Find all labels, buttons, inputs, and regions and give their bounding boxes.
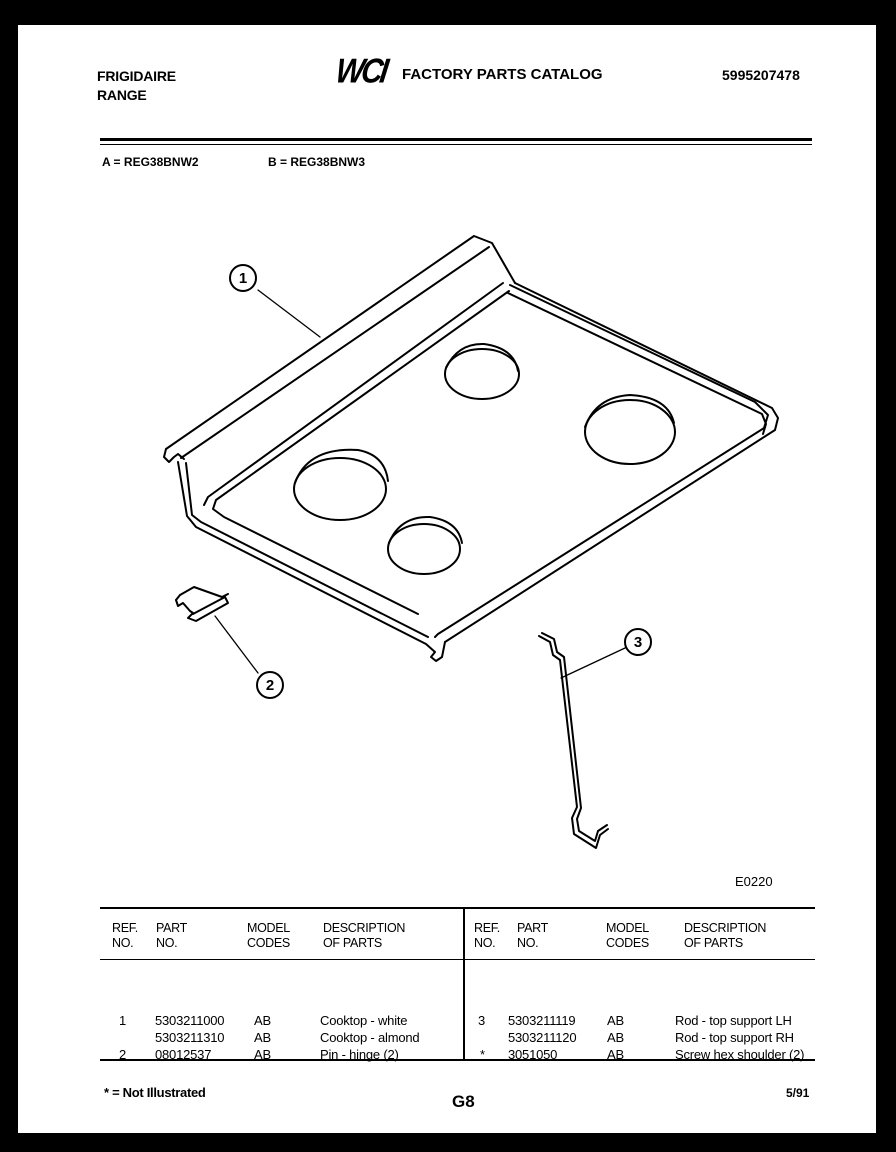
wci-logo: WCI (333, 52, 389, 91)
svg-text:2: 2 (265, 677, 275, 694)
table-top-rule (100, 907, 815, 909)
col-header-model-right: MODEL CODES (606, 921, 649, 950)
support-rod-part-3 (539, 633, 608, 848)
col-header-model: MODEL CODES (247, 921, 290, 950)
model-a: A = REG38BNW2 (102, 155, 199, 169)
leader-2 (215, 616, 258, 673)
col-header-ref-right: REF. NO. (474, 921, 500, 950)
model-b: B = REG38BNW3 (268, 155, 366, 169)
hinge-pin-part-2 (176, 587, 228, 621)
figure-code: E0220 (735, 874, 773, 889)
svg-text:1: 1 (238, 270, 248, 287)
table-header-rule (100, 959, 815, 960)
brand-name: FRIGIDAIRE (97, 68, 176, 84)
page-date: 5/91 (786, 1086, 810, 1100)
col-header-part: PART NO. (156, 921, 187, 950)
leader-3 (561, 648, 625, 678)
cooktop-part-1 (164, 236, 778, 661)
col-header-ref: REF. NO. (112, 921, 138, 950)
table-column-divider (463, 907, 465, 1059)
col-header-part-right: PART NO. (517, 921, 548, 950)
catalog-page (18, 25, 876, 1133)
svg-text:3: 3 (633, 634, 643, 651)
not-illustrated-note: * = Not Illustrated (104, 1085, 206, 1100)
page-code: G8 (452, 1092, 475, 1111)
col-header-desc-right: DESCRIPTION OF PARTS (684, 921, 767, 950)
product-name: RANGE (97, 87, 147, 103)
catalog-title: FACTORY PARTS CATALOG (402, 66, 603, 83)
parts-table: REF. NO. PART NO. MODEL CODES DESCRIPTION OF PARTS REF. NO. PART NO. MODEL CODES DESCRIPTION OF PARTS 1 5303211000 AB Cooktop - white 5303211310 AB Cooktop - almond 2 08012537 AB Pin - hinge (2) 3 5303211119 AB Rod - top support LH 5303211120 AB Rod - top support RH * 3051050 AB Screw hex shoulder (2) (100, 907, 815, 1061)
catalog-number: 5995207478 (722, 67, 800, 83)
col-header-desc: DESCRIPTION OF PARTS (323, 921, 406, 950)
leader-1 (258, 290, 320, 337)
